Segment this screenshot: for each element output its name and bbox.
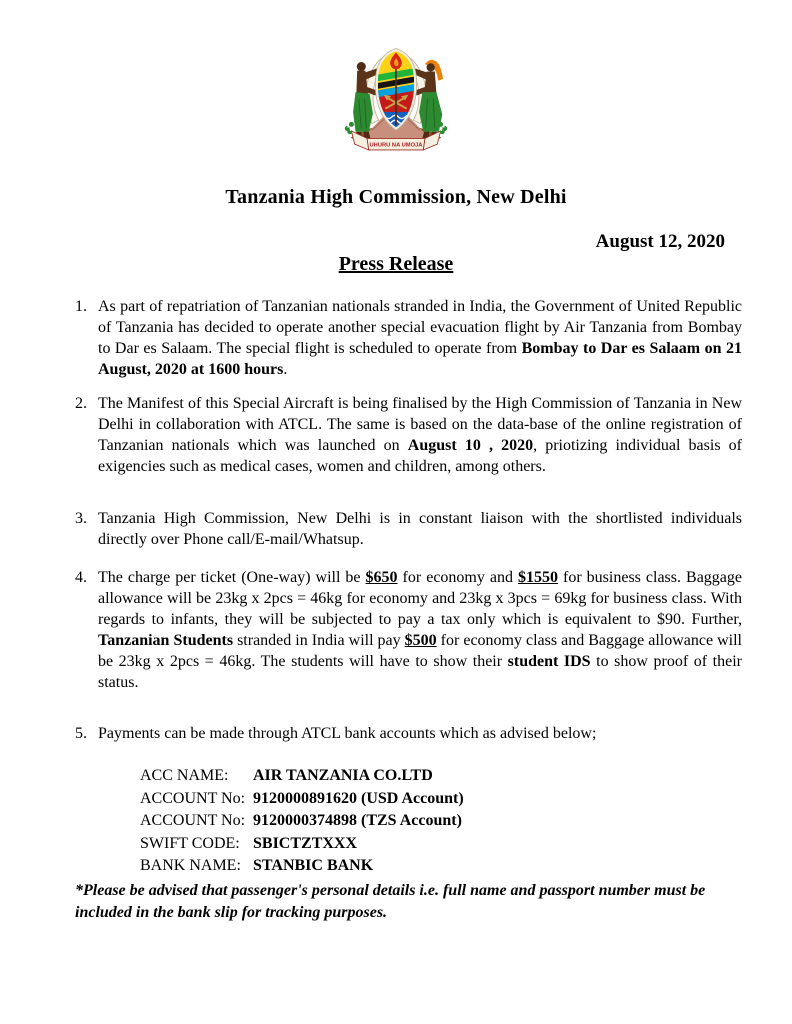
text-segment: Tanzanian Students [98, 632, 234, 649]
paragraph-text [98, 723, 742, 744]
bank-detail-row [140, 855, 742, 878]
text-segment: Payments can be made through ATCL bank accounts which as advised below; [98, 725, 597, 742]
bank-detail-label: ACCOUNT No: [140, 789, 246, 807]
bank-detail-value: 9120000891620 (USD Account) [253, 789, 464, 807]
numbered-paragraph [75, 296, 742, 380]
text-segment: Bombay to Dar es Salaam on 21 August, 2020 at 1600 hours [98, 340, 743, 378]
bank-detail-row [140, 833, 742, 856]
document-title: Tanzania High Commission, New Delhi [225, 186, 567, 208]
numbered-paragraph [75, 508, 742, 550]
text-segment: for economy and [397, 569, 518, 586]
text-segment: Tanzania High Commission, New Delhi is in constant liaison with the shortlisted individuals directly over Phone call/E-mail/Whatsup. [98, 510, 742, 548]
bank-detail-label: SWIFT CODE: [140, 834, 240, 852]
bank-detail-label: BANK NAME: [140, 857, 241, 874]
paragraph-text [98, 393, 742, 477]
emblem-motto: UHURU NA UMOJA [369, 142, 423, 149]
text-segment: As part of repatriation of Tanzanian nationals stranded in India, the Government of United Republic of Tanzania has decided to operate another special evacuation flight by Air Tanzania from Bombay to Dar es Salaam. The special flight is scheduled to operate from [98, 298, 742, 357]
bank-details-block [140, 765, 742, 878]
numbered-paragraph [75, 393, 742, 477]
paragraph-number: 5. [75, 725, 87, 742]
paragraph-text [98, 296, 742, 380]
document-body [75, 296, 742, 924]
text-segment: $650 [365, 569, 398, 586]
numbered-paragraph [75, 567, 742, 693]
bank-detail-row [140, 788, 742, 811]
numbered-paragraph [75, 723, 742, 744]
text-segment: August 10 , 2020 [407, 437, 534, 454]
text-segment: stranded in India will pay [233, 632, 405, 649]
numbered-paragraph-list [75, 296, 742, 744]
paragraph-number: 4. [75, 569, 87, 586]
text-segment: student IDS [507, 653, 591, 670]
bank-detail-row [140, 765, 742, 788]
press-release-heading: Press Release [338, 253, 454, 275]
text-segment: The Manifest of this Special Aircraft is being finalised by the High Commission of Tanzania in New Delhi in collaboration with ATCL. The same is based on the data-base of the online registration of Tanzanian nationals which was launched on [98, 395, 742, 454]
bank-detail-row [140, 810, 742, 833]
text-segment: $500 [404, 632, 437, 649]
bank-detail-value: SBICTZTXXX [253, 834, 358, 852]
text-segment: for business class. Baggage allowance will be 23kg x 2pcs = 46kg for economy and 23kg x 3pcs = 69kg for business class. With regards to infants, they will be subjected to pay a tax only which is equivalent to $90. Further, [98, 569, 742, 628]
paragraph-text [98, 567, 742, 693]
bank-detail-value: 9120000374898 (TZS Account) [253, 812, 462, 829]
bank-detail-value: STANBIC BANK [253, 857, 374, 874]
tanzania-coat-of-arms-icon [334, 36, 458, 164]
text-segment: , priotizing individual basis of exigencies such as medical cases, women and children, among others. [98, 437, 743, 475]
paragraph-number: 1. [75, 298, 87, 315]
document-date: August 12, 2020 [595, 231, 725, 252]
emblem-row [0, 0, 792, 164]
text-segment: for economy class and Baggage allowance will be 23kg x 2pcs = 46kg. The students will have to show their [98, 632, 742, 670]
paragraph-text [98, 508, 742, 550]
text-segment: $1550 [518, 569, 558, 586]
text-segment: to show proof of their status. [98, 653, 742, 691]
text-segment: . [283, 361, 288, 378]
bank-detail-label: ACCOUNT No: [140, 812, 246, 829]
bank-detail-label: ACC NAME: [140, 767, 229, 784]
footnote: *Please be advised that passenger's personal details i.e. full name and passport number must be included in the bank slip for tracking purposes. [75, 881, 706, 921]
bank-detail-value: AIR TANZANIA CO.LTD [253, 767, 433, 784]
paragraph-number: 3. [75, 510, 87, 527]
text-segment: The charge per ticket (One-way) will be [98, 569, 366, 586]
paragraph-number: 2. [75, 395, 87, 412]
